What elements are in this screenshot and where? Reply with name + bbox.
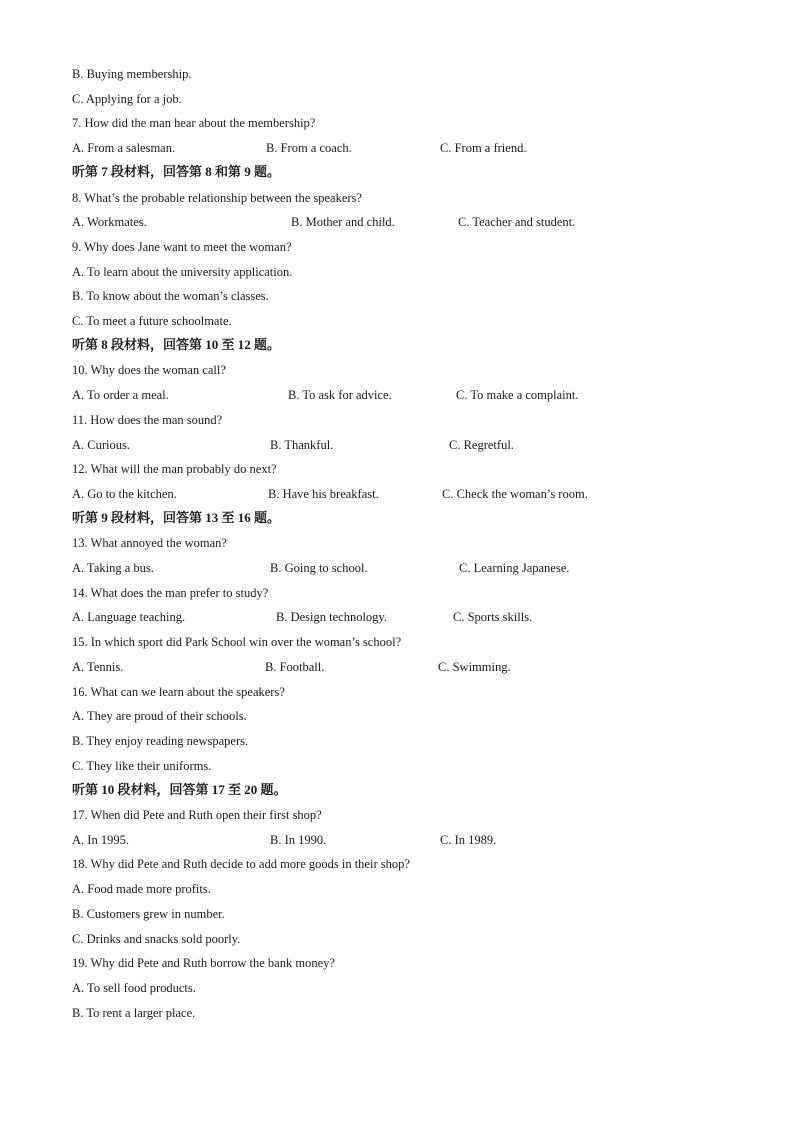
q9-option-b: B. To know about the woman’s classes. xyxy=(72,289,269,303)
q11-option-a: A. Curious. xyxy=(72,438,130,452)
question-14: 14. What does the man prefer to study? xyxy=(72,586,269,600)
q13-option-b: B. Going to school. xyxy=(270,561,368,575)
section-header-10: 听第 10 段材料，回答第 17 至 20 题。 xyxy=(72,782,287,797)
q18-option-b: B. Customers grew in number. xyxy=(72,907,225,921)
q18-option-a: A. Food made more profits. xyxy=(72,882,211,896)
q6-option-b: B. Buying membership. xyxy=(72,67,192,81)
q12-option-c: C. Check the woman’s room. xyxy=(442,487,588,501)
q14-option-b: B. Design technology. xyxy=(276,610,387,624)
q8-option-b: B. Mother and child. xyxy=(291,215,395,229)
question-9: 9. Why does Jane want to meet the woman? xyxy=(72,240,292,254)
q14-option-c: C. Sports skills. xyxy=(453,610,533,624)
q19-option-a: A. To sell food products. xyxy=(72,981,196,995)
q13-option-a: A. Taking a bus. xyxy=(72,561,154,575)
question-10: 10. Why does the woman call? xyxy=(72,363,226,377)
q14-option-a: A. Language teaching. xyxy=(72,610,186,624)
q6-option-c: C. Applying for a job. xyxy=(72,92,182,106)
section-header-7: 听第 7 段材料，回答第 8 和第 9 题。 xyxy=(72,164,281,179)
question-12: 12. What will the man probably do next? xyxy=(72,462,277,476)
question-7: 7. How did the man hear about the membership? xyxy=(72,116,316,130)
question-13: 13. What annoyed the woman? xyxy=(72,536,227,550)
question-15: 15. In which sport did Park School win over the woman’s school? xyxy=(72,635,402,649)
q15-option-c: C. Swimming. xyxy=(438,660,511,674)
q15-option-b: B. Football. xyxy=(265,660,325,674)
question-16: 16. What can we learn about the speakers? xyxy=(72,685,285,699)
section-header-9: 听第 9 段材料，回答第 13 至 16 题。 xyxy=(72,510,281,525)
q18-option-c: C. Drinks and snacks sold poorly. xyxy=(72,932,241,946)
q15-option-a: A. Tennis. xyxy=(72,660,124,674)
q17-option-a: A. In 1995. xyxy=(72,833,129,847)
q19-option-b: B. To rent a larger place. xyxy=(72,1006,196,1020)
section-header-8: 听第 8 段材料，回答第 10 至 12 题。 xyxy=(72,337,281,352)
q17-option-c: C. In 1989. xyxy=(440,833,497,847)
q11-option-b: B. Thankful. xyxy=(270,438,334,452)
question-19: 19. Why did Pete and Ruth borrow the bank money? xyxy=(72,956,335,970)
q8-option-c: C. Teacher and student. xyxy=(458,215,576,229)
question-18: 18. Why did Pete and Ruth decide to add more goods in their shop? xyxy=(72,857,410,871)
q16-option-a: A. They are proud of their schools. xyxy=(72,709,247,723)
q12-option-b: B. Have his breakfast. xyxy=(268,487,379,501)
q17-option-b: B. In 1990. xyxy=(270,833,327,847)
q9-option-c: C. To meet a future schoolmate. xyxy=(72,314,232,328)
question-11: 11. How does the man sound? xyxy=(72,413,223,427)
q11-option-c: C. Regretful. xyxy=(449,438,514,452)
question-17: 17. When did Pete and Ruth open their first shop? xyxy=(72,808,322,822)
q10-option-c: C. To make a complaint. xyxy=(456,388,579,402)
q16-option-b: B. They enjoy reading newspapers. xyxy=(72,734,249,748)
q7-option-a: A. From a salesman. xyxy=(72,141,176,155)
q7-option-c: C. From a friend. xyxy=(440,141,527,155)
q13-option-c: C. Learning Japanese. xyxy=(459,561,570,575)
q8-option-a: A. Workmates. xyxy=(72,215,147,229)
q10-option-a: A. To order a meal. xyxy=(72,388,169,402)
q16-option-c: C. They like their uniforms. xyxy=(72,759,212,773)
q10-option-b: B. To ask for advice. xyxy=(288,388,392,402)
q7-option-b: B. From a coach. xyxy=(266,141,352,155)
q9-option-a: A. To learn about the university application. xyxy=(72,265,293,279)
q12-option-a: A. Go to the kitchen. xyxy=(72,487,177,501)
question-8: 8. What’s the probable relationship between the speakers? xyxy=(72,191,362,205)
